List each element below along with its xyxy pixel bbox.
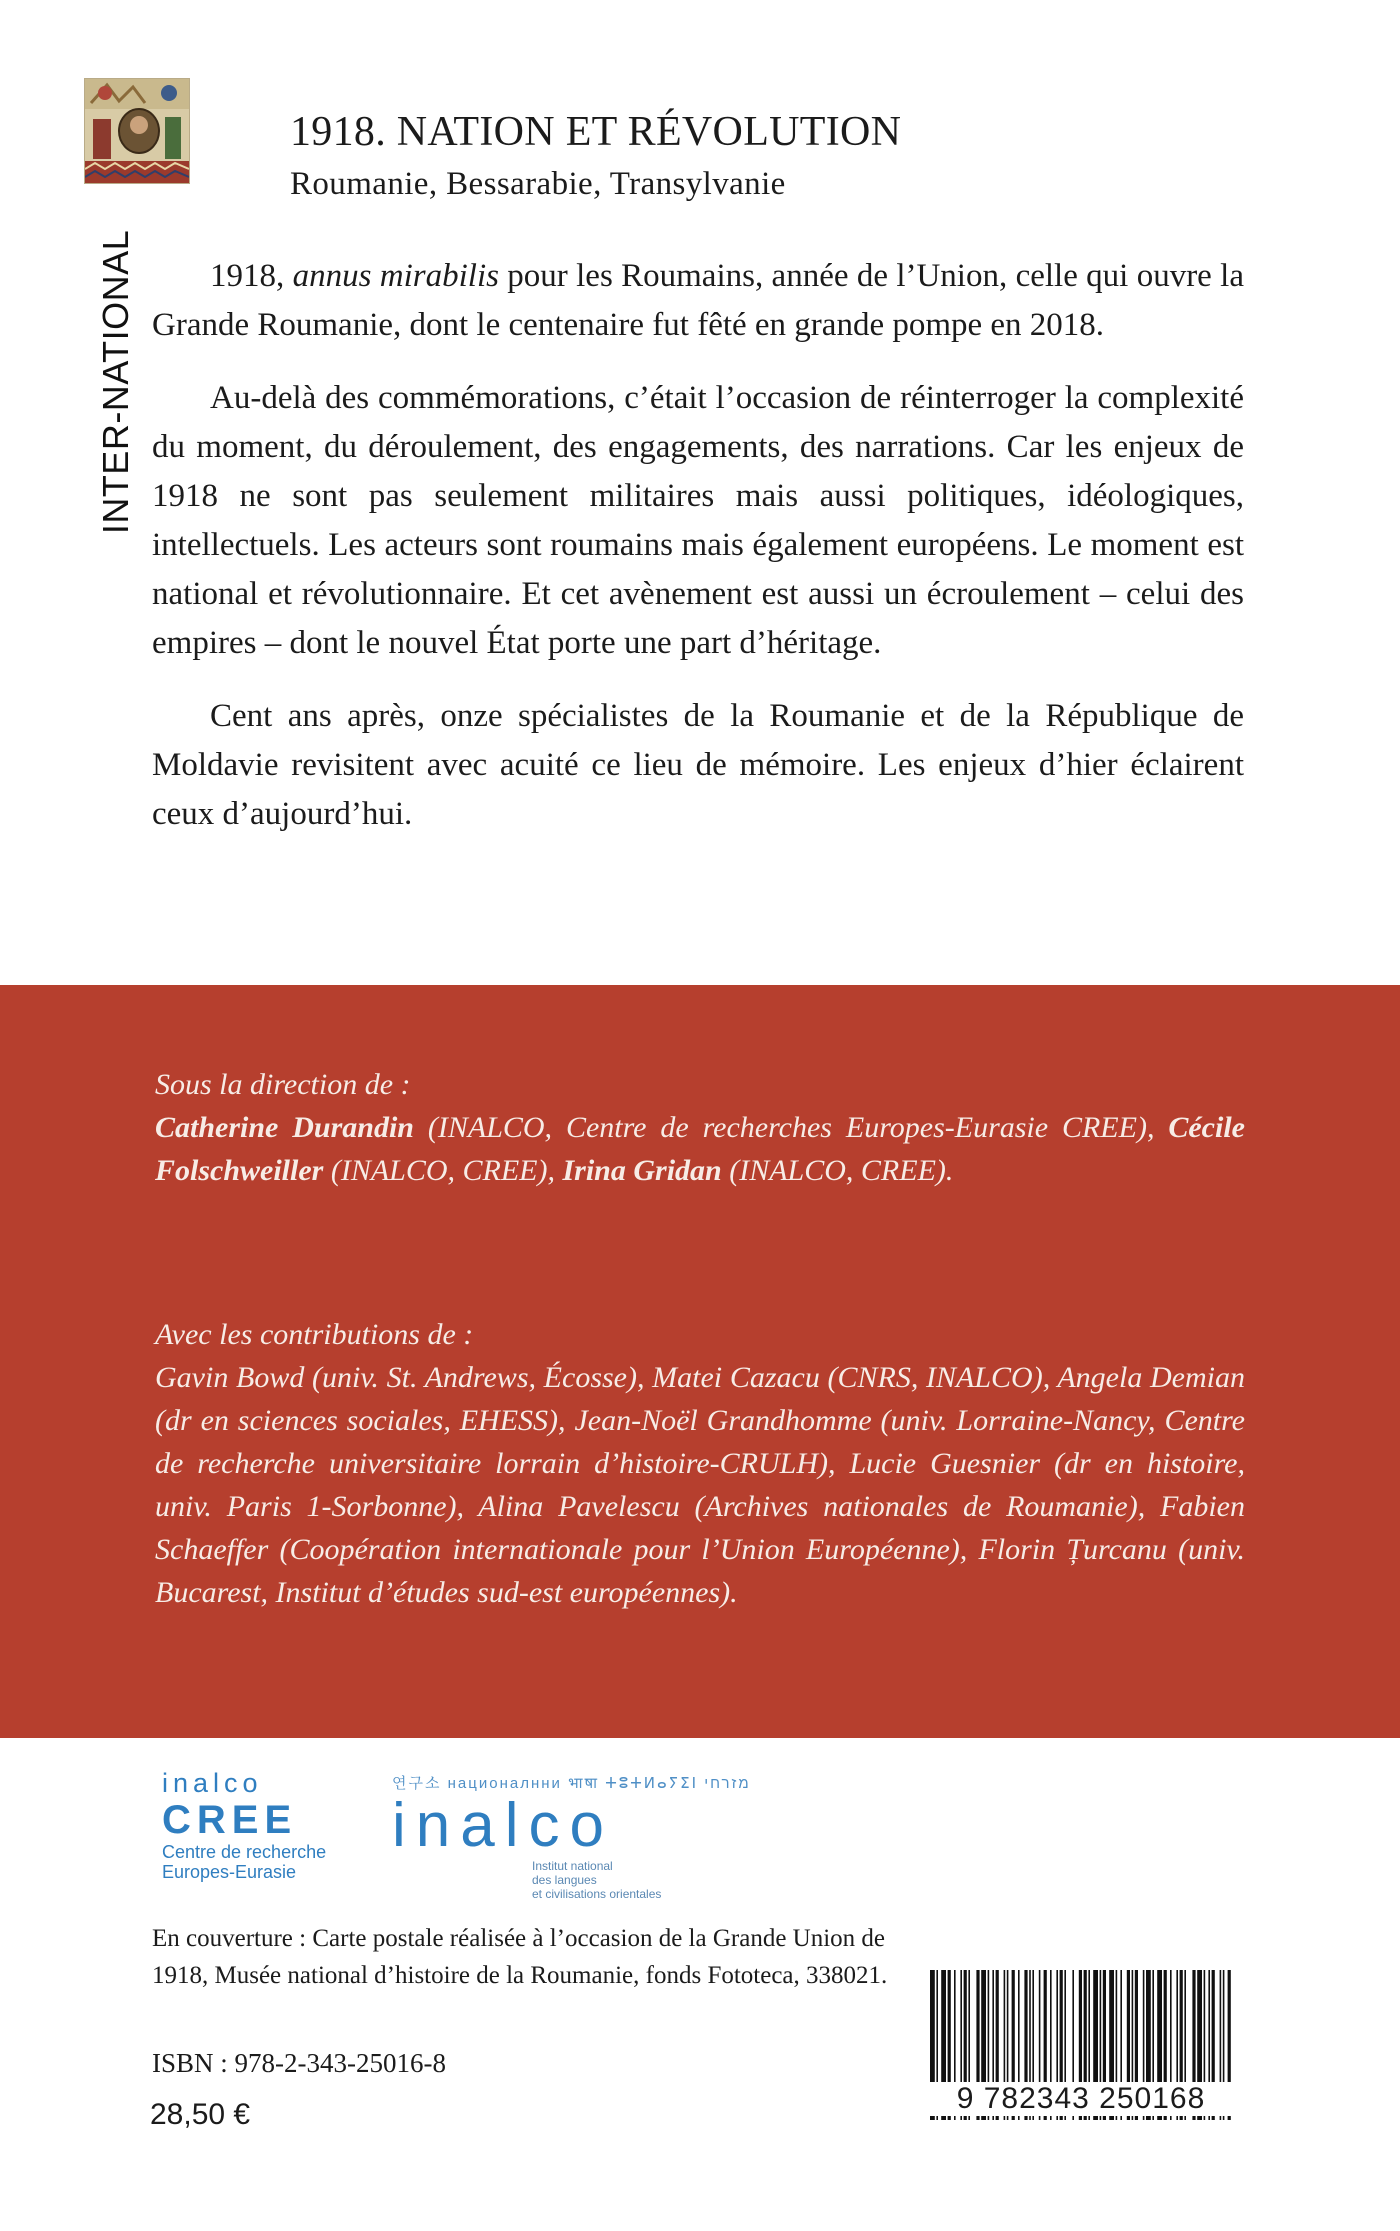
direction-heading: Sous la direction de : xyxy=(155,1068,411,1101)
isbn: ISBN : 978-2-343-25016-8 xyxy=(152,2048,446,2078)
book-subtitle: Roumanie, Bessarabie, Transylvanie xyxy=(290,166,786,202)
editor-2-name: Cécile Folschweiller xyxy=(155,1111,1245,1187)
blurb-paragraph-2: Au-delà des commémorations, c’était l’occasion de réinterroger la complexité du moment, du déroulement, des engagements, des narrations. Car les enjeux de 1918 ne sont pas seulement militaires mais aussi politiques, idéologiques, intellectuels. Les acteurs sont roumains mais également européens. Le moment est national et révolutionnaire. Et cet avènement est aussi un écroulement – celui des empires – dont le nouvel État porte une part d’héritage. xyxy=(152,380,1244,661)
barcode-number: 9 782343 250168 xyxy=(924,2082,1238,2116)
direction-block xyxy=(155,1063,1245,1192)
series-label xyxy=(97,224,135,540)
editor-1-affiliation: (INALCO, Centre de recherches Europes-Eurasie CREE), xyxy=(413,1111,1169,1144)
editor-3-affiliation: (INALCO, CREE). xyxy=(721,1154,954,1187)
editor-3-name: Irina Gridan xyxy=(562,1154,722,1187)
inalco-logo-scripts: 연구소 националнни भाषा ⵜⵓⵜⵍⴰⵢⵉⵏ מזרחי xyxy=(392,1775,751,1792)
blurb-paragraph-1 xyxy=(152,252,1244,350)
blurb-p1-start: 1918, xyxy=(210,258,293,294)
contributions-heading: Avec les contributions de : xyxy=(155,1318,474,1351)
inalco-logo-desc-3: et civilisations orientales xyxy=(532,1887,662,1901)
book-title: 1918. NATION ET RÉVOLUTION xyxy=(290,109,902,155)
cree-logo-line-4: Europes-Eurasie xyxy=(162,1862,297,1882)
cover-credit: En couverture : Carte postale réalisée à l’occasion de la Grande Union de 1918, Musée national d’histoire de la Roumanie, fonds Fototeca, 338021. xyxy=(152,1925,888,1989)
editor-1-name: Catherine Durandin xyxy=(155,1111,414,1144)
inalco-logo xyxy=(392,1772,751,1901)
cree-logo-line-2: CREE xyxy=(162,1798,298,1842)
blurb-p1-italic: annus mirabilis xyxy=(292,258,499,294)
inalco-logo-name: inalco xyxy=(392,1791,614,1860)
contributors-panel xyxy=(0,985,1400,1738)
blurb-paragraph-3: Cent ans après, onze spécialistes de la Roumanie et de la République de Moldavie revisitent avec acuité ce lieu de mémoire. Les enjeux d’hier éclairent ceux d’aujourd’hui. xyxy=(152,698,1244,832)
editor-2-affiliation: (INALCO, CREE), xyxy=(323,1154,563,1187)
cree-logo xyxy=(162,1768,326,1882)
contributions-text: Gavin Bowd (univ. St. Andrews, Écosse), Matei Cazacu (CNRS, INALCO), Angela Demian (dr en sciences sociales, EHESS), Jean-Noël Grandhomme (univ. Lorraine-Nancy, Centre de recherche universitaire lorrain d’histoire-CRULH), Lucie Guesnier (dr en histoire, univ. Paris 1-Sorbonne), Alina Pavelescu (Archives nationales de Roumanie), Fabien Schaeffer (Coopération internationale pour l’Union Européenne), Florin Țurcanu (univ. Bucarest, Institut d’études sud-est européennes). xyxy=(155,1361,1245,1609)
inalco-logo-desc-2: des langues xyxy=(532,1873,597,1887)
price: 28,50 € xyxy=(150,2098,251,2131)
contributions-block xyxy=(155,1313,1245,1614)
inalco-logo-desc-1: Institut national xyxy=(532,1859,613,1873)
blurb-p1-end: pour les Roumains, année de l’Union, celle qui ouvre la Grande Roumanie, dont le centenaire fut fêté en grande pompe en 2018. xyxy=(152,258,1244,343)
cree-logo-line-1: inalco xyxy=(162,1768,263,1798)
book-blurb xyxy=(152,252,1244,863)
series-text: INTER-NATIONAL xyxy=(95,229,137,535)
cover-thumbnail xyxy=(84,78,190,184)
cree-logo-line-3: Centre de recherche xyxy=(162,1842,327,1862)
